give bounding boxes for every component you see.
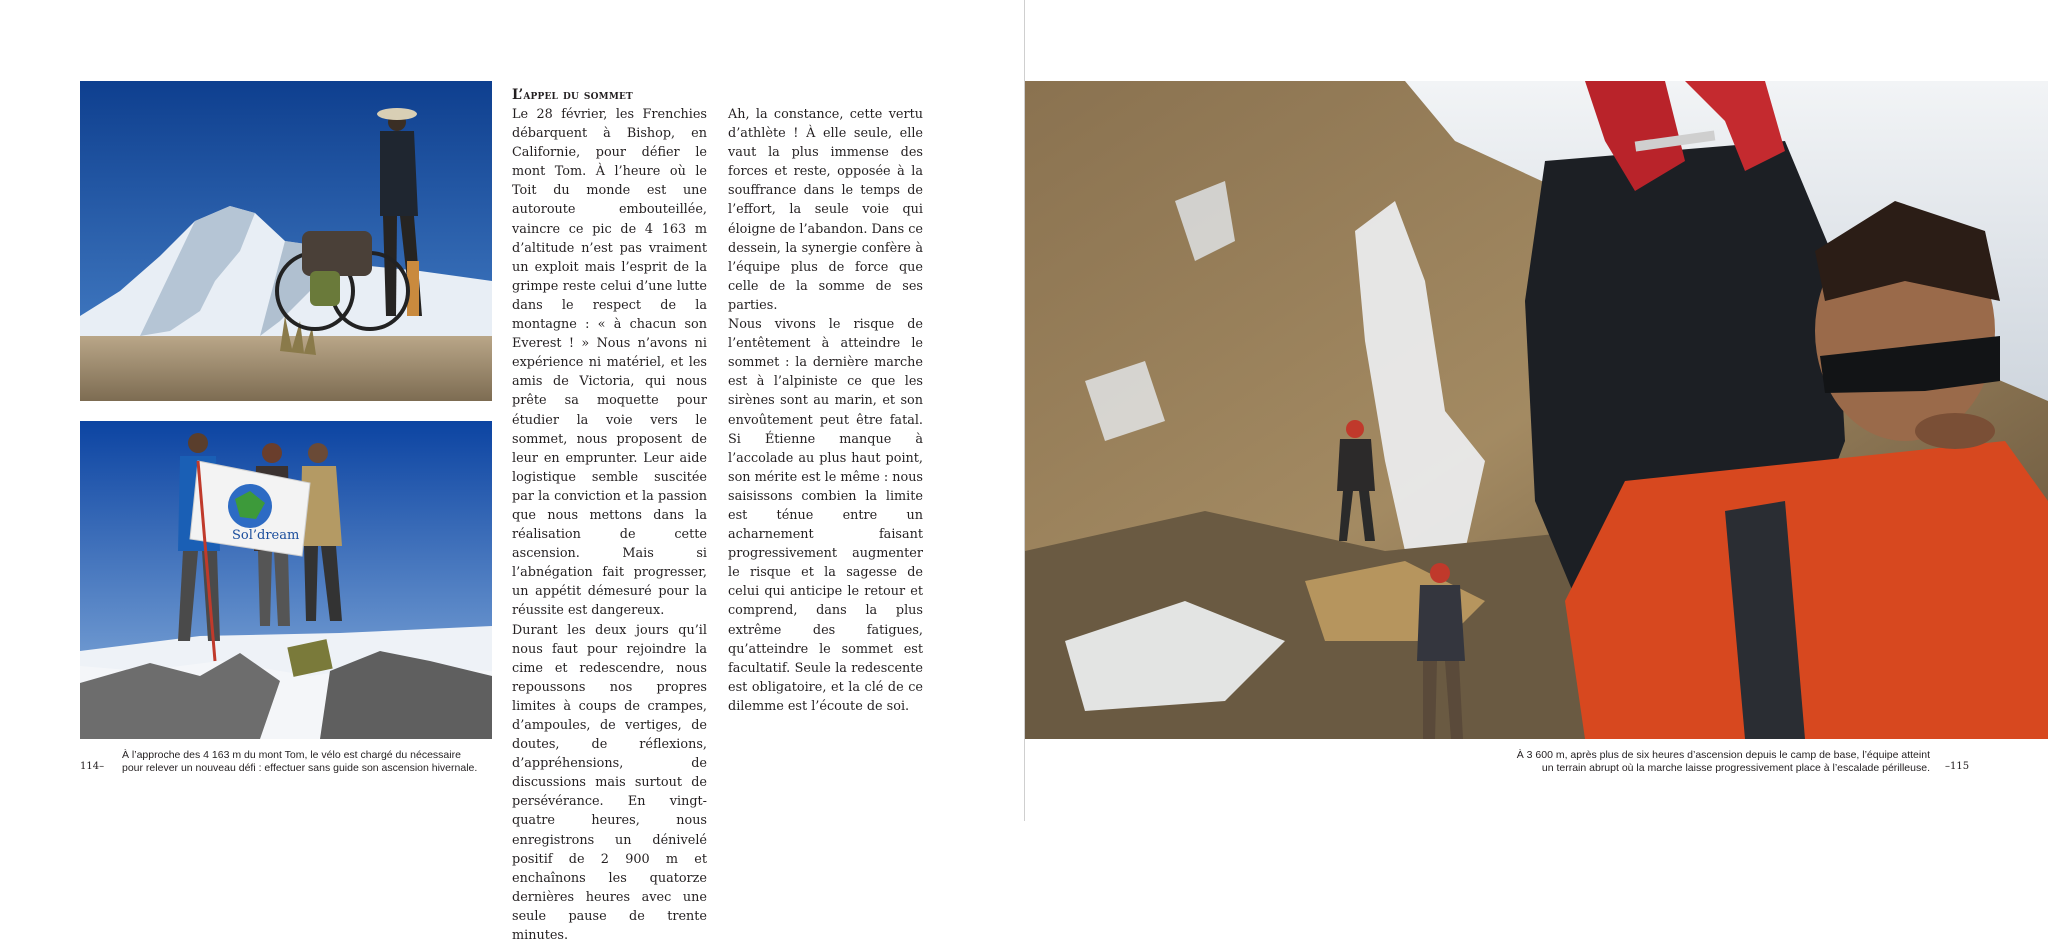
- caption-line: pour relever un nouveau défi : effectuer sans guide son ascension hivernale.: [122, 761, 478, 774]
- page-number-right: –115: [1945, 761, 1970, 772]
- caption-left: [122, 749, 502, 774]
- article-paragraph: Durant les deux jours qu’il nous faut pour rejoindre la cime et redescendre, nous repoussons nos propres limites à coups de crampes, d’ampoules, de vertiges, de doutes, de réflexions, d’appréhensions, de discussions mais surtout de persévérance. En vingt-quatre heures, nous enregistrons un dénivelé positif de 2 900 m et enchaînons les quatorze dernières heures avec une seule pause de trente minutes.: [512, 622, 707, 944]
- photo-cyclist-mountain-art: [80, 81, 492, 401]
- article-column-1: [512, 86, 707, 945]
- caption-right: [1480, 749, 1930, 774]
- photo-climbers-ascent-art: [1025, 81, 2048, 739]
- article-heading: L’appel du sommet: [512, 87, 633, 103]
- article-paragraph: Ah, la constance, cette vertu d’athlète ! À elle seule, elle vaut la plus immense des forces et reste, opposée à la souffrance dans le temps de l’effort, la seule voie qui éloigne de l’abandon. Dans ce dessein, la synergie confère à l’équipe plus de force que celle de la somme de ses parties.: [728, 107, 924, 313]
- caption-line: À 3 600 m, après plus de six heures d’ascension depuis le camp de base, l’équipe atteint: [1516, 749, 1930, 761]
- photo-cyclist-mountain: [80, 81, 492, 401]
- article-column-2: [728, 105, 923, 716]
- caption-line: un terrain abrupt où la marche laisse progressivement place à l’escalade périlleuse.: [1541, 761, 1930, 774]
- photo-summit-flag: [80, 421, 492, 739]
- article-paragraph: Nous vivons le risque de l’entêtement à atteindre le sommet : la dernière marche est à l’alpiniste ce que les sirènes sont au marin, et son envoûtement peut être fatal. Si Étienne manque à l’accolade au plus haut point, son mérite est le même : nous saisissons combien la limite est ténue entre un acharnement faisant progressivement augmenter le risque et la sagesse de celui qui anticipe le retour et comprend, dans la plus extrême des fatigues, qu’atteindre le sommet est facultatif. Seule la redescente est obligatoire, et la clé de ce dilemme est l’écoute de soi.: [728, 317, 923, 714]
- article-paragraph: Le 28 février, les Frenchies débarquent à Bishop, en Californie, pour défier le mont Tom. À l’heure où le Toit du monde est une autoroute embouteillée, vaincre ce pic de 4 163 m d’altitude n’est pas vraiment un exploit mais l’esprit de la grimpe reste celui d’une lutte dans le respect de la montagne : « à chacun son Everest ! » Nous n’avons ni expérience ni matériel, et les amis de Victoria, qui nous prête sa moquette pour étudier la voie vers le sommet, nous proposent de leur en emprunter. Leur aide logistique semble suscitée par la conviction et la passion que nous mettons dans la réalisation de cette ascension. Mais si l’abnégation fait progresser, un appétit démesuré pour la réussite est dangereux.: [512, 107, 707, 619]
- page-number-right-value: 115: [1950, 761, 1970, 772]
- caption-line: À l’approche des 4 163 m du mont Tom, le vélo est chargé du nécessaire: [122, 749, 461, 761]
- photo-climbers-ascent: [1025, 81, 2048, 739]
- page-number-left: 114–: [80, 761, 105, 772]
- photo-summit-flag-art: [80, 421, 492, 739]
- flag-text: Sol’dream: [232, 528, 300, 543]
- page-number-left-value: 114: [80, 761, 100, 772]
